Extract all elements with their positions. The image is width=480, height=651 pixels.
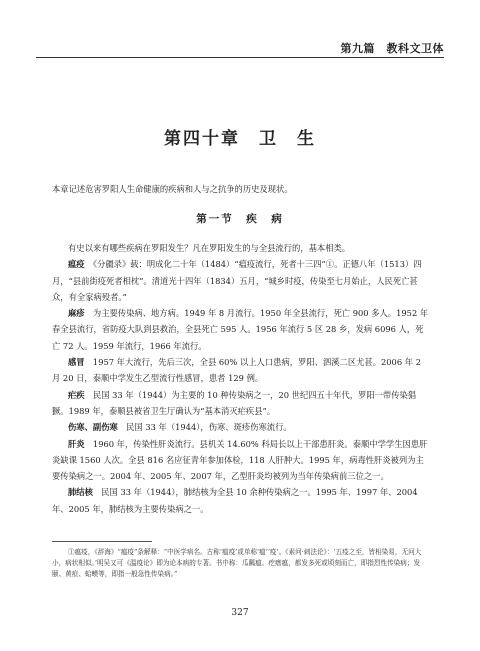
entry-term: 感冒 xyxy=(68,357,85,368)
section-body xyxy=(52,240,430,517)
entry-text: 民国 33 年（1944）为主要的 10 种传染病之一，20 世纪四五十年代，罗阳一带传染猖獗。1989 年，泰顺县被省卫生厅确认为“基本消灭疟疾县”。 xyxy=(52,389,417,416)
entry-term: 肺结核 xyxy=(68,487,93,498)
entry-term: 瘟疫 xyxy=(68,259,85,270)
entry-text: 《分疆录》载：明成化二十年（1484）“瘟疫流行，死者十三四”①。正德八年（1513）四月，“县前街疫死者相枕”。清道光十四年（1834）五月，“城乡时疫，传染至七月始止，人民死亡甚众，有全家病殁者。” xyxy=(52,259,422,302)
entry-term: 肝炎 xyxy=(68,438,85,449)
entry-term: 疟疾 xyxy=(68,389,85,400)
footnote-rule xyxy=(52,541,152,542)
disease-entry-tuberculosis xyxy=(52,484,430,517)
entry-text: 1957 年大流行，先后三次，全县 60% 以上人口患病，罗阳、泗溪二区尤甚。2006 年 2 月 20 日，泰顺中学发生乙型流行性感冒，患者 129 例。 xyxy=(52,357,421,384)
entry-text: 1960 年，传染性肝炎流行。县机关 14.60% 科局长以上干部患肝炎。泰顺中学学生因患肝炎缺课 1560 人次。全县 816 名应征青年参加体检，118 人肝肿大。1995 年，病毒性肝炎被列为主要传染病之一。2004 年、2005 年、2007 年，乙型肝炎均被列为当年传染病前三位之一。 xyxy=(52,438,428,482)
disease-entry-plague xyxy=(52,256,430,305)
entry-text: 民国 33 年（1944），肺结核为全县 10 余种传染病之一。1995 年、1997 年、2004 年、2005 年，肺结核为主要传染病之一。 xyxy=(52,487,418,514)
lead-paragraph: 有史以来有哪些疾病在罗阳发生？凡在罗阳发生的与全县流行的，基本相类。 xyxy=(68,243,351,253)
section-title: 第一节 疾 病 xyxy=(196,213,284,225)
header-rule xyxy=(36,57,444,58)
disease-entry-measles xyxy=(52,305,430,354)
entry-text: 民国 33 年（1944），伤寒、斑疹伤寒流行。 xyxy=(126,422,292,433)
entry-term: 伤寒、副伤寒 xyxy=(68,422,118,433)
disease-entry-hepatitis xyxy=(52,436,430,485)
disease-entry-typhoid xyxy=(52,419,430,435)
chapter-intro: 本章记述危害罗阳人生命健康的疾病和人与之抗争的历史及现状。 xyxy=(52,184,293,194)
entry-term: 麻疹 xyxy=(68,308,85,319)
chapter-title: 第四十章 卫 生 xyxy=(164,129,316,149)
disease-entry-malaria xyxy=(52,387,430,420)
entry-text: 为主要传染病、地方病。1949 年 8 月流行。1950 年全县流行，死亡 900 多人。1952 年春全县流行，省防疫大队到县救治，全县死亡 595 人。1956 年流行 5 区 28 乡，发病 6096 人，死亡 72 人。1959 年流行，1966 年流行。 xyxy=(52,308,429,351)
running-header: 第九篇 教科文卫体 xyxy=(340,43,444,55)
footnote: ①瘟疫，《辞海》“瘟疫”条解释：“中医学病名。古称‘瘟疫’或单称‘瘟’‘疫’。《素问·刺法论》：‘五疫之至，皆相染易，无问大小，病状相似。’明吴又可《温疫论》即为论本病的专著。书中称：瓜瓤瘟、疙瘩瘟，都发多死或顷刻而亡，即指烈性传染病；发颐、黄疸、蛤蟆等，即指一般急性传染病。” xyxy=(52,548,422,578)
disease-entry-influenza xyxy=(52,354,430,387)
page-number: 327 xyxy=(231,608,249,618)
